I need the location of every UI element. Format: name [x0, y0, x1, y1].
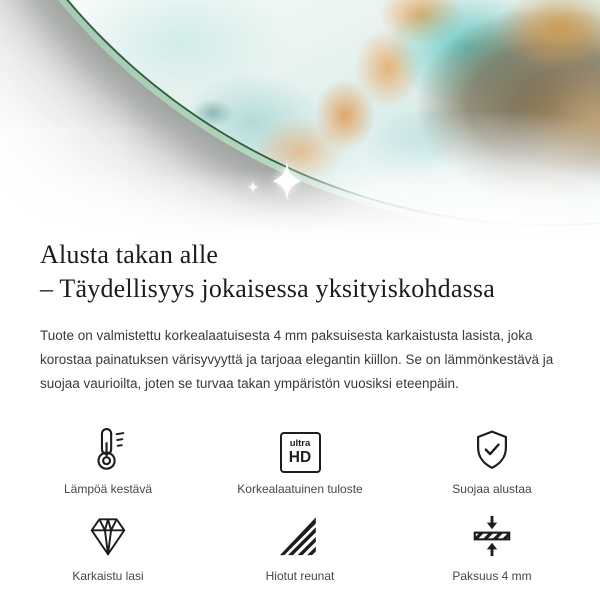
- ultra-hd-icon: [280, 423, 321, 473]
- feature-protects-base: [396, 423, 588, 496]
- diamond-icon: [84, 510, 132, 560]
- feature-label: Suojaa alustaa: [452, 481, 532, 496]
- marble-artwork: [0, 0, 600, 226]
- thermometer-icon: [85, 423, 131, 473]
- feature-polished-edges: [204, 510, 396, 583]
- feature-thickness: [396, 510, 588, 583]
- feature-grid: [12, 423, 588, 584]
- feature-tempered-glass: [12, 510, 204, 583]
- shield-check-icon: [469, 423, 515, 473]
- page-title: [40, 238, 560, 307]
- description-section: [0, 238, 600, 396]
- glass-disc-edge: [0, 0, 600, 232]
- ultra-hd-text-top: ultra: [289, 438, 311, 450]
- product-hero-image: [0, 0, 600, 234]
- title-line-2: – Täydellisyys jokaisessa yksityiskohdassa: [40, 274, 495, 304]
- polished-edges-icon: [277, 510, 323, 560]
- product-description: Tuote on valmistettu korkealaatuisesta 4 mm paksuisesta karkaistusta lasista, joka korostaa painatuksen värisyvyyttä ja tarjoaa elegantin kiillon. Se on lämmönkestävä ja suojaa vaurioilta, joten se turvaa takan ympäristön vuosiksi eteenpäin.: [40, 327, 554, 391]
- feature-heat-resistant: [12, 423, 204, 496]
- feature-label: Paksuus 4 mm: [452, 569, 532, 584]
- feature-label: Lämpöä kestävä: [63, 481, 153, 496]
- feature-label: Hiotut reunat: [265, 569, 335, 584]
- glass-disc-surface: [0, 0, 600, 226]
- ultra-hd-text-bottom: HD: [288, 448, 312, 466]
- thickness-icon: [469, 510, 515, 560]
- title-line-1: Alusta takan alle: [40, 240, 219, 269]
- feature-label: Karkaistu lasi: [72, 569, 144, 584]
- feature-label: Korkealaatuinen tuloste: [237, 481, 363, 496]
- feature-print-quality: [204, 423, 396, 496]
